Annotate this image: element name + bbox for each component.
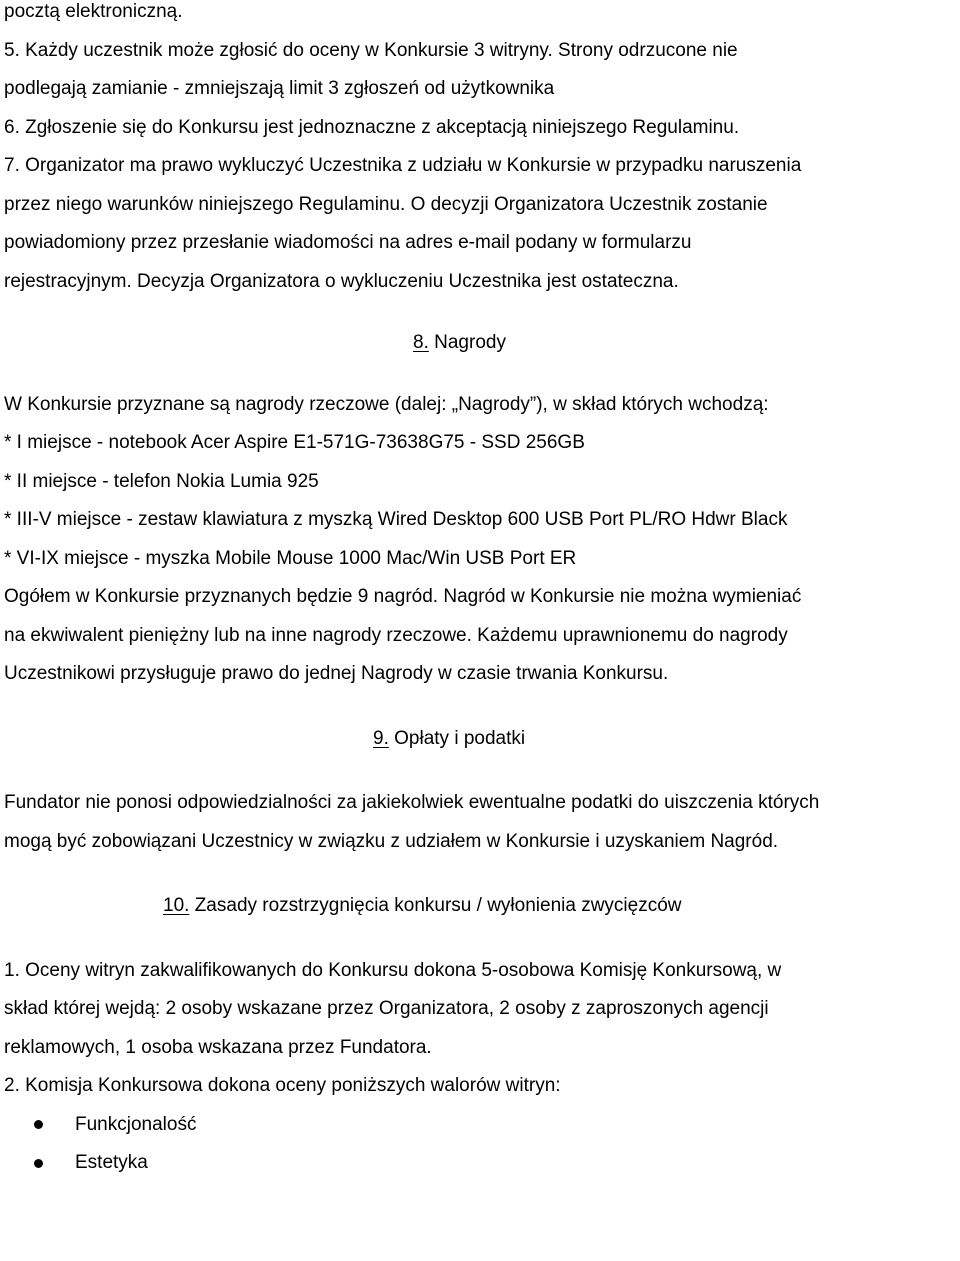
section-title: Nagrody <box>434 332 506 353</box>
bullet-icon <box>34 1120 43 1129</box>
intro-paragraphs <box>4 0 960 301</box>
list-item-label: Estetyka <box>75 1152 148 1174</box>
text-line: * VI-IX miejsce - myszka Mobile Mouse 1000 Mac/Win USB Port ER <box>4 547 577 569</box>
text-line: Fundator nie ponosi odpowiedzialności za jakiekolwiek ewentualne podatki do uiszczenia których <box>4 792 820 813</box>
text-line: 7. Organizator ma prawo wykluczyć Uczestnika z udziału w Konkursie w przypadku naruszenia <box>4 155 802 176</box>
text-line: 6. Zgłoszenie się do Konkursu jest jednoznaczne z akceptacją niniejszego Regulaminu. <box>4 116 740 138</box>
bullet-icon <box>34 1159 43 1168</box>
text-line: podlegają zamianie - zmniejszają limit 3 zgłoszeń od użytkownika <box>4 78 555 99</box>
section-number: 10. <box>163 895 190 916</box>
section-heading-8 <box>4 324 960 363</box>
text-line: reklamowych, 1 osoba wskazana przez Fundatora. <box>4 1036 432 1058</box>
text-line: powiadomiony przez przesłanie wiadomości na adres e-mail podany w formularzu <box>4 232 692 253</box>
section-number: 9. <box>373 727 389 749</box>
text-line: W Konkursie przyznane są nagrody rzeczowe (dalej: „Nagrody”), w skład których wchodzą: <box>4 393 769 415</box>
list-item <box>4 1144 960 1183</box>
text-line: 2. Komisja Konkursowa dokona oceny poniższych walorów witryn: <box>4 1075 561 1096</box>
text-line: * I miejsce - notebook Acer Aspire E1-571G-73638G75 - SSD 256GB <box>4 432 585 453</box>
list-item <box>4 1106 960 1145</box>
section-9-body <box>4 784 960 861</box>
text-line: Uczestnikowi przysługuje prawo do jednej Nagrody w czasie trwania Konkursu. <box>4 663 669 684</box>
section-title: Opłaty i podatki <box>394 727 526 749</box>
section-heading-10 <box>4 887 960 926</box>
text-line: Ogółem w Konkursie przyznanych będzie 9 nagród. Nagród w Konkursie nie można wymieniać <box>4 586 802 607</box>
section-title: Zasady rozstrzygnięcia konkursu / wyłonienia zwycięzców <box>194 895 682 916</box>
text-line: rejestracyjnym. Decyzja Organizatora o wykluczeniu Uczestnika jest ostateczna. <box>4 270 679 292</box>
text-line: mogą być zobowiązani Uczestnicy w związku z udziałem w Konkursie i uzyskaniem Nagród. <box>4 830 779 852</box>
section-number: 8. <box>413 332 429 353</box>
text-line: skład której wejdą: 2 osoby wskazane przez Organizatora, 2 osoby z zaproszonych agencji <box>4 998 769 1019</box>
text-line: przez niego warunków niniejszego Regulaminu. O decyzji Organizatora Uczestnik zostanie <box>4 193 768 215</box>
text-line: na ekwiwalent pieniężny lub na inne nagrody rzeczowe. Każdemu uprawnionemu do nagrody <box>4 624 788 646</box>
text-line: * II miejsce - telefon Nokia Lumia 925 <box>4 470 319 492</box>
list-item-label: Funkcjonalość <box>75 1113 197 1135</box>
text-line: 1. Oceny witryn zakwalifikowanych do Konkursu dokona 5-osobowa Komisję Konkursową, w <box>4 959 782 981</box>
section-8-body <box>4 386 960 694</box>
text-line: * III-V miejsce - zestaw klawiatura z myszką Wired Desktop 600 USB Port PL/RO Hdwr Black <box>4 509 788 530</box>
section-heading-9 <box>4 720 960 759</box>
text-line: 5. Każdy uczestnik może zgłosić do oceny w Konkursie 3 witryny. Strony odrzucone nie <box>4 39 738 61</box>
document-page <box>4 0 960 1183</box>
section-10-body <box>4 952 960 1183</box>
text-line: pocztą elektroniczną. <box>4 1 183 22</box>
